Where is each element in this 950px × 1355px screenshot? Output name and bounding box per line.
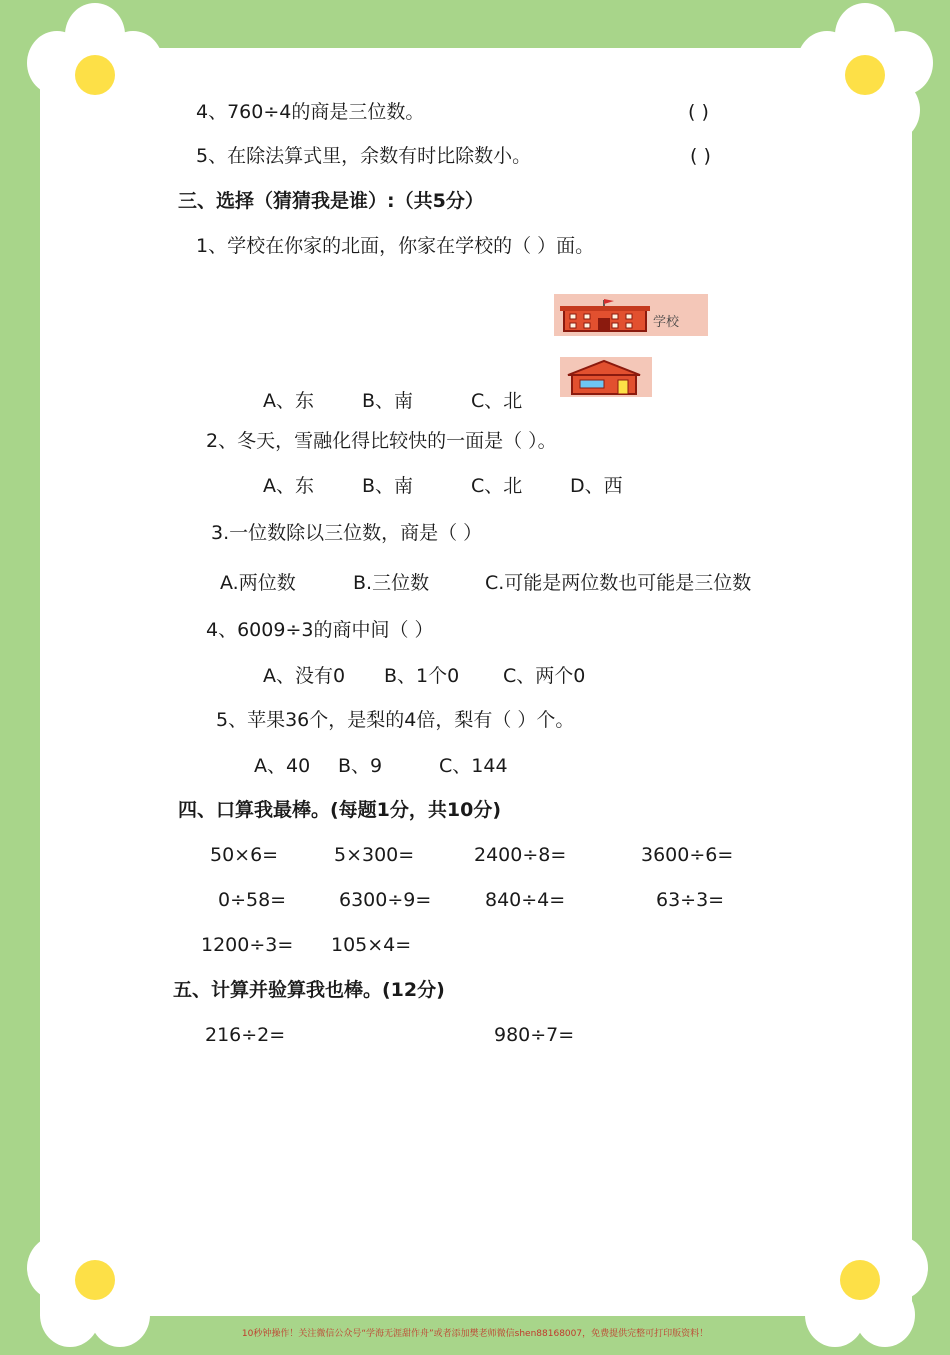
mental-math-item: 5×300= — [334, 844, 415, 866]
school-building-icon — [554, 294, 708, 336]
q2-option-d: D、西 — [570, 475, 623, 497]
q5-option-b: B、9 — [338, 755, 383, 777]
section-4-title: 四、口算我最棒。(每题1分，共10分) — [178, 799, 502, 821]
mental-math-item: 1200÷3= — [201, 934, 294, 956]
house-icon — [560, 357, 652, 397]
calc-item: 216÷2= — [205, 1024, 286, 1046]
q5-option-a: A、40 — [254, 755, 311, 777]
footer-note: 10秒钟操作！关注微信公众号“学海无涯甜作舟”或者添加樊老师微信shen88168007，免费提供完整可打印版资料！ — [241, 1329, 709, 1339]
mental-math-item: 3600÷6= — [641, 844, 734, 866]
q2-option-a: A、东 — [263, 475, 314, 497]
mental-math-item: 105×4= — [331, 934, 412, 956]
flower-icon-top-right — [790, 0, 940, 150]
mental-math-item: 840÷4= — [485, 889, 566, 911]
q3-option-a: A.两位数 — [220, 572, 296, 594]
mental-math-item: 0÷58= — [218, 889, 287, 911]
judge-question-4: 4、760÷4的商是三位数。 — [196, 101, 425, 123]
q4-option-b: B、1个0 — [384, 665, 460, 687]
mental-math-item: 6300÷9= — [339, 889, 432, 911]
q3-option-b: B.三位数 — [353, 572, 430, 594]
mental-math-item: 50×6= — [210, 844, 279, 866]
section-5-title: 五、计算并验算我也棒。(12分) — [173, 979, 445, 1001]
school-label: 学校 — [653, 315, 680, 330]
q2-option-b: B、南 — [362, 475, 414, 497]
calc-item: 980÷7= — [494, 1024, 575, 1046]
answer-paren: ( ) — [688, 101, 709, 123]
q1-option-b: B、南 — [362, 390, 414, 412]
q4-option-a: A、没有0 — [263, 665, 346, 687]
section-3-title: 三、选择（猜猜我是谁）:（共5分） — [178, 190, 484, 212]
choice-question-5: 5、苹果36个，是梨的4倍，梨有（ ）个。 — [216, 709, 575, 731]
q2-option-c: C、北 — [471, 475, 523, 497]
mental-math-item: 2400÷8= — [474, 844, 567, 866]
choice-question-1: 1、学校在你家的北面，你家在学校的（ ）面。 — [196, 235, 595, 257]
choice-question-4: 4、6009÷3的商中间（ ） — [206, 619, 434, 641]
q4-option-c: C、两个0 — [503, 665, 586, 687]
mental-math-item: 63÷3= — [656, 889, 725, 911]
flower-icon-top-left — [20, 0, 170, 150]
q1-option-a: A、东 — [263, 390, 314, 412]
choice-question-2: 2、冬天，雪融化得比较快的一面是（ ）。 — [206, 430, 557, 452]
choice-question-3: 3.一位数除以三位数，商是（ ） — [211, 522, 483, 544]
q3-option-c: C.可能是两位数也可能是三位数 — [485, 572, 752, 594]
q5-option-c: C、144 — [439, 755, 508, 777]
judge-question-5: 5、在除法算式里，余数有时比除数小。 — [196, 145, 532, 167]
q1-option-c: C、北 — [471, 390, 523, 412]
answer-paren: ( ) — [690, 145, 711, 167]
